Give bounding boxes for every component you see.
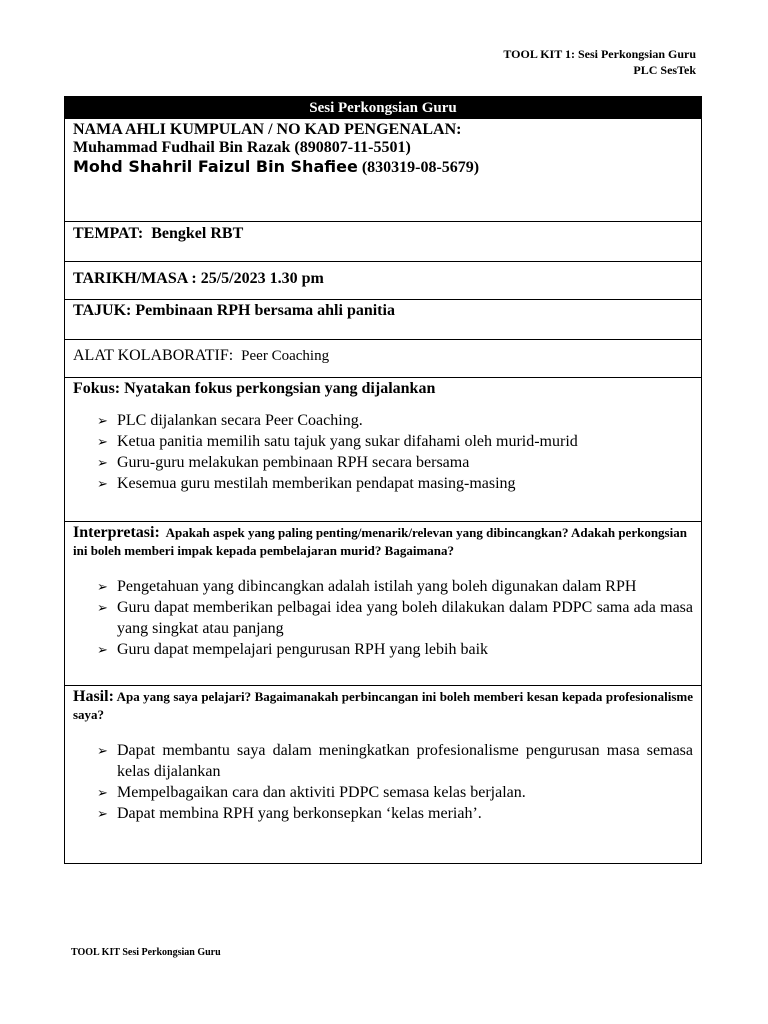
arrowhead-bullet-icon: ➢	[97, 642, 108, 657]
tajuk-section	[65, 299, 701, 339]
tarikh-section	[65, 261, 701, 299]
alat-section	[65, 339, 701, 377]
hasil-section	[65, 685, 701, 863]
form-table	[64, 96, 702, 864]
hasil-item	[97, 803, 693, 824]
fokus-item	[97, 431, 693, 452]
hasil-list	[73, 740, 693, 824]
fokus-item-text: Ketua panitia memilih satu tajuk yang sukar difahami oleh murid-murid	[117, 433, 578, 450]
alat-label: ALAT KOLABORATIF	[73, 347, 229, 364]
hasil-text: Apa yang saya pelajari? Bagaimanakah perbincangan ini boleh memberi kesan kepada profesionalisme saya?	[73, 689, 693, 722]
alat-sep: :	[228, 347, 234, 364]
arrowhead-bullet-icon: ➢	[97, 455, 108, 470]
page-header	[503, 46, 696, 78]
member-2	[73, 157, 693, 177]
tempat-section	[65, 221, 701, 261]
interpretasi-item	[97, 576, 693, 597]
fokus-item	[97, 410, 693, 431]
interpretasi-question	[73, 524, 693, 560]
fokus-item-text: Guru-guru melakukan pembinaan RPH secara bersama	[117, 454, 470, 471]
fokus-section	[65, 377, 701, 521]
fokus-item-text: PLC dijalankan secara Peer Coaching.	[117, 412, 363, 429]
arrowhead-bullet-icon: ➢	[97, 413, 108, 428]
interpretasi-item-text: Guru dapat memberikan pelbagai idea yang boleh dilakukan dalam PDPC sama ada masa yang singkat atau panjang	[117, 599, 693, 637]
interpretasi-text: Apakah aspek yang paling penting/menarik/relevan yang dibincangkan? Adakah perkongsian ini boleh memberi impak kepada pembelajaran murid? Bagaimana?	[73, 525, 687, 558]
hasil-item-text: Dapat membina RPH yang berkonsepkan ‘kelas meriah’.	[117, 805, 482, 822]
page-footer: TOOL KIT Sesi Perkongsian Guru	[71, 947, 221, 958]
hasil-item-text: Dapat membantu saya dalam meningkatkan profesionalisme pengurusan masa semasa kelas dijalankan	[117, 742, 693, 780]
header-line-1: TOOL KIT 1: Sesi Perkongsian Guru	[503, 47, 696, 61]
arrowhead-bullet-icon: ➢	[97, 743, 108, 758]
member-1: Muhammad Fudhail Bin Razak (890807-11-5501)	[73, 139, 411, 156]
hasil-question	[73, 688, 693, 724]
fokus-item	[97, 473, 693, 494]
interpretasi-item	[97, 597, 693, 639]
interpretasi-section	[65, 521, 701, 685]
interpretasi-lead: Interpretasi:	[73, 524, 160, 541]
hasil-item	[97, 740, 693, 782]
arrowhead-bullet-icon: ➢	[97, 434, 108, 449]
member-2-ic: (830319-08-5679)	[361, 159, 480, 176]
arrowhead-bullet-icon: ➢	[97, 600, 108, 615]
members-section	[65, 119, 701, 221]
tarikh-value: 25/5/2023 1.30 pm	[200, 270, 324, 287]
fokus-item-text: Kesemua guru mestilah memberikan pendapat masing-masing	[117, 475, 516, 492]
interpretasi-item	[97, 639, 693, 660]
tajuk-label: TAJUK:	[73, 302, 132, 319]
hasil-item	[97, 782, 693, 803]
members-label: NAMA AHLI KUMPULAN / NO KAD PENGENALAN:	[73, 121, 462, 138]
form-title: Sesi Perkongsian Guru	[65, 97, 701, 119]
fokus-item	[97, 452, 693, 473]
interpretasi-item-text: Guru dapat mempelajari pengurusan RPH yang lebih baik	[117, 641, 489, 658]
arrowhead-bullet-icon: ➢	[97, 785, 108, 800]
arrowhead-bullet-icon: ➢	[97, 476, 108, 491]
arrowhead-bullet-icon: ➢	[97, 579, 108, 594]
tempat-value: Bengkel RBT	[151, 225, 244, 242]
tajuk-value: Pembinaan RPH bersama ahli panitia	[135, 302, 395, 319]
header-line-2: PLC SesTek	[633, 63, 696, 77]
interpretasi-item-text: Pengetahuan yang dibincangkan adalah istilah yang boleh digunakan dalam RPH	[117, 578, 637, 595]
hasil-item-text: Mempelbagaikan cara dan aktiviti PDPC semasa kelas berjalan.	[117, 784, 526, 801]
member-2-name: Mohd Shahril Faizul Bin Shafiee	[73, 157, 358, 176]
fokus-question: Fokus: Nyatakan fokus perkongsian yang dijalankan	[73, 380, 436, 397]
tempat-label: TEMPAT:	[73, 225, 144, 242]
arrowhead-bullet-icon: ➢	[97, 806, 108, 821]
tarikh-label: TARIKH/MASA :	[73, 270, 197, 287]
alat-value: Peer Coaching	[241, 348, 330, 364]
interpretasi-list	[73, 576, 693, 660]
hasil-lead: Hasil:	[73, 688, 114, 705]
fokus-list	[73, 410, 693, 494]
